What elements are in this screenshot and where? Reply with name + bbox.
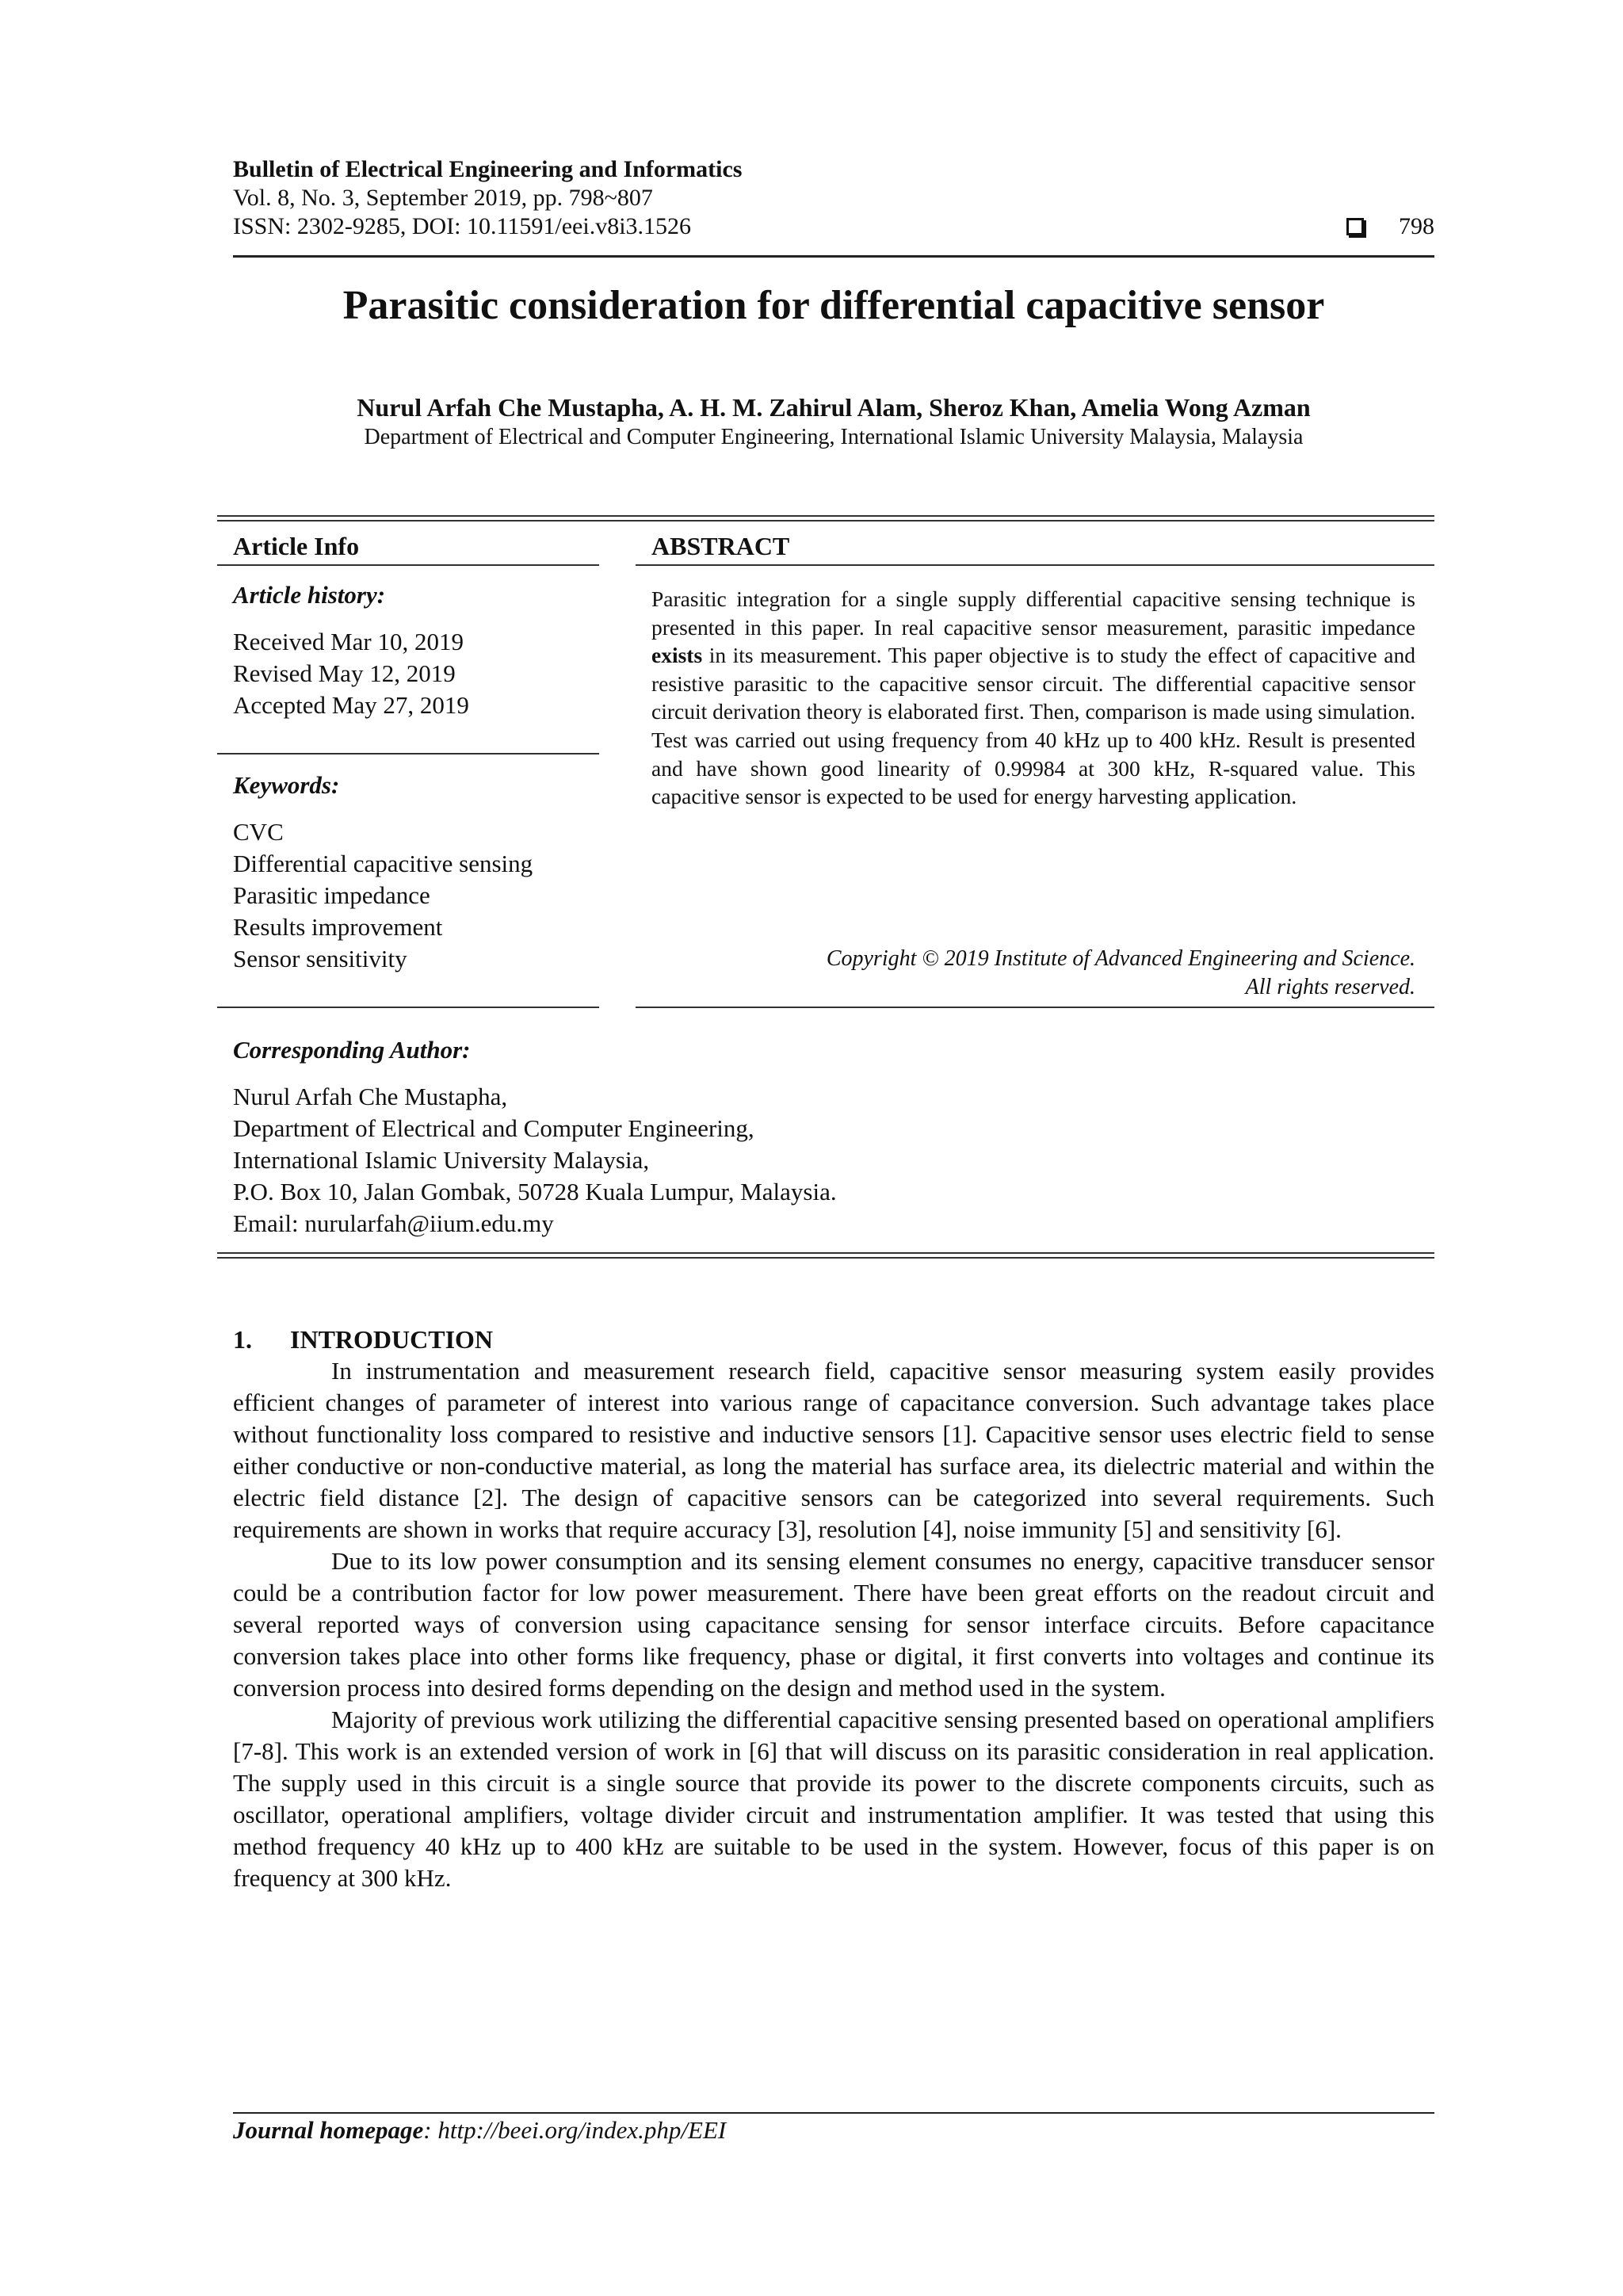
paper-affiliation: Department of Electrical and Computer Engineering, International Islamic University Malaysia, Malaysia bbox=[364, 425, 1304, 449]
keyword-item: Differential capacitive sensing bbox=[233, 850, 533, 877]
paper-authors: Nurul Arfah Che Mustapha, A. H. M. Zahirul Alam, Sheroz Khan, Amelia Wong Azman bbox=[357, 393, 1311, 422]
history-rule bbox=[217, 753, 599, 755]
journal-name: Bulletin of Electrical Engineering and Informatics bbox=[233, 156, 743, 182]
abstract-text: Parasitic integration for a single supply differential capacitive sensing technique is presented in this paper. In real capacitive sensor measurement, parasitic impedance exists in its measurement. This paper objective is to study the effect of capacitive and resistive parasitic to the capacitive sensor circuit. The differential capacitive sensor circuit derivation theory is elaborated first. Then, comparison is made using simulation. Test was carried out using frequency from 40 kHz up to 400 kHz. Result is presented and have shown good linearity of 0.99984 at 300 kHz, R-squared value. This capacitive sensor is expected to be used for energy harvesting application. bbox=[651, 586, 1415, 809]
journal-homepage-link[interactable]: : http://beei.org/index.php/EEI bbox=[423, 2116, 727, 2144]
abstract-bottom-rule bbox=[636, 1007, 1434, 1008]
abstract-heading: ABSTRACT bbox=[651, 532, 790, 560]
keyword-item: Parasitic impedance bbox=[233, 881, 430, 909]
keywords-section bbox=[233, 770, 598, 975]
corresponding-line: Department of Electrical and Computer Engineering, bbox=[233, 1114, 754, 1142]
article-info-heading: Article Info bbox=[233, 532, 360, 560]
history-accepted: Accepted May 27, 2019 bbox=[233, 691, 469, 719]
history-received: Received Mar 10, 2019 bbox=[233, 628, 464, 655]
info-box-top-rule bbox=[217, 520, 1434, 521]
journal-issn: ISSN: 2302-9285, DOI: 10.11591/eei.v8i3.1526 bbox=[233, 213, 692, 239]
abstract-rule bbox=[636, 564, 1434, 566]
journal-homepage: Journal homepage: http://beei.org/index.php/EEI bbox=[233, 2116, 727, 2144]
section-heading-introduction: 1. INTRODUCTION bbox=[233, 1325, 494, 1354]
corresponding-heading: Corresponding Author: bbox=[233, 1036, 471, 1064]
info-box-bottom-rule bbox=[217, 1252, 1434, 1254]
paragraph: In instrumentation and measurement research field, capacitive sensor measuring system easily provides efficient changes of parameter of interest into various range of capacitance conversion. Such advantage takes place without functionality loss compared to resistive and inductive sensors [1]. Capacitive sensor uses electric field to sense either conductive or non-conductive material, as long the material has surface area, its dielectric material and within the electric field distance [2]. The design of capacitive sensors can be categorized into several requirements. Such requirements are shown in works that require accuracy [3], resolution [4], noise immunity [5] and sensitivity [6]. bbox=[233, 1357, 1434, 1543]
article-info-rule bbox=[217, 564, 599, 566]
page-number: 798 bbox=[1399, 213, 1434, 239]
corresponding-line: Nurul Arfah Che Mustapha, bbox=[233, 1083, 508, 1110]
abstract-bold-word: exists bbox=[651, 643, 703, 668]
introduction-body bbox=[233, 1355, 1434, 1894]
corresponding-line: International Islamic University Malaysia, bbox=[233, 1146, 650, 1174]
keyword-item: CVC bbox=[233, 818, 284, 846]
article-history bbox=[233, 580, 598, 721]
paper-title: Parasitic consideration for differential capacitive sensor bbox=[342, 283, 1325, 328]
info-box-bottom-rule bbox=[217, 1257, 1434, 1259]
header-divider bbox=[233, 255, 1434, 258]
corresponding-email: Email: nurularfah@iium.edu.my bbox=[233, 1209, 554, 1237]
journal-issn-row bbox=[233, 212, 1434, 241]
keyword-item: Sensor sensitivity bbox=[233, 945, 407, 972]
paragraph: Due to its low power consumption and its sensing element consumes no energy, capacitive transducer sensor could be a contribution factor for low power measurement. There have been great efforts on the readout circuit and several reported ways of conversion using capacitance sensing for sensor interface circuits. Before capacitance conversion takes place into other forms like frequency, phase or digital, it first converts into voltages and continue its conversion process into desired forms depending on the design and method used in the system. bbox=[233, 1547, 1434, 1702]
history-revised: Revised May 12, 2019 bbox=[233, 659, 456, 687]
journal-volume: Vol. 8, No. 3, September 2019, pp. 798~807 bbox=[233, 185, 653, 211]
copyright-notice: Copyright © 2019 Institute of Advanced Engineering and Science. All rights reserved. bbox=[826, 946, 1415, 999]
corresponding-author bbox=[233, 1035, 1342, 1240]
paragraph: Majority of previous work utilizing the differential capacitive sensing presented based on operational amplifiers [7-8]. This work is an extended version of work in [6] that will discuss on its parasitic consideration in real application. The supply used in this circuit is a single source that provide its power to the discrete components circuits, such as oscillator, operational amplifiers, voltage divider circuit and instrumentation amplifier. It was tested that using this method frequency 40 kHz up to 400 kHz are suitable to be used in the system. However, focus of this paper is on frequency at 300 kHz. bbox=[233, 1706, 1434, 1892]
square-box-icon bbox=[1346, 218, 1364, 235]
keyword-item: Results improvement bbox=[233, 913, 443, 941]
keywords-heading: Keywords: bbox=[233, 771, 340, 799]
journal-header bbox=[233, 155, 1434, 241]
corresponding-line: P.O. Box 10, Jalan Gombak, 50728 Kuala Lumpur, Malaysia. bbox=[233, 1178, 837, 1205]
article-history-heading: Article history: bbox=[233, 581, 386, 609]
page-number-group bbox=[1346, 212, 1434, 241]
footer-divider bbox=[233, 2112, 1434, 2114]
keywords-rule bbox=[217, 1007, 599, 1008]
info-box-top-rule bbox=[217, 515, 1434, 517]
